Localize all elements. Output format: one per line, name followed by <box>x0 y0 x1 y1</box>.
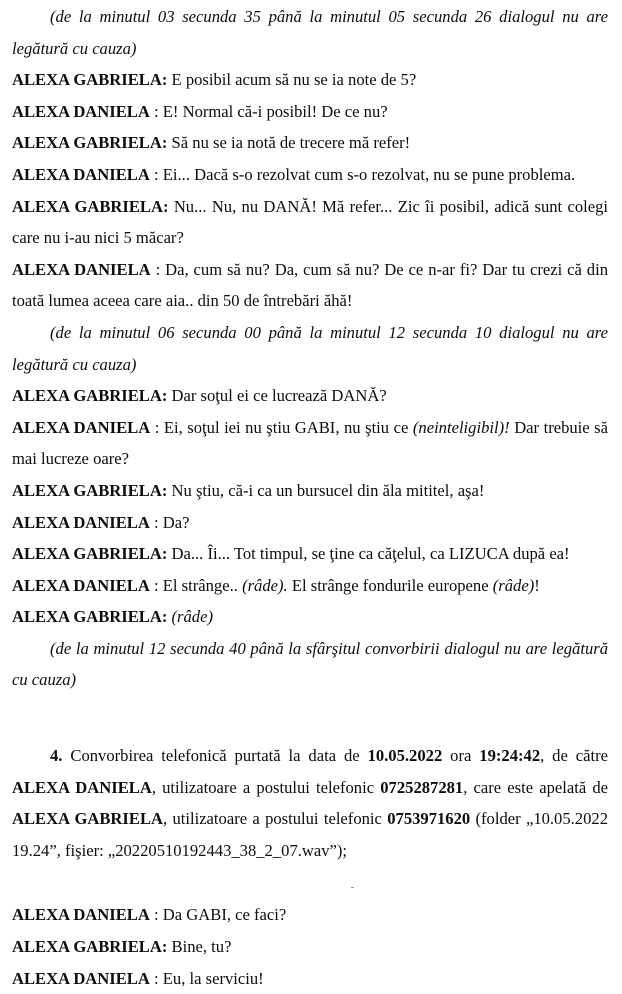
speaker-name: ALEXA GABRIELA <box>12 480 162 500</box>
dialogue-line: ALEXA GABRIELA: (râde) <box>12 607 213 627</box>
dialogue-line: ALEXA DANIELA : Ei... Dacă s-o rezolvat cum s-o rezolvat, nu se pune problema. <box>12 164 576 184</box>
utterance: Da, cum să nu? Da, cum să nu? De ce n-ar fi? Dar tu crezi că din toată lumea aceea care aia.. din 50 de întrebări ăhă! <box>12 259 608 311</box>
speaker-name: ALEXA GABRIELA <box>12 544 162 564</box>
dialogue-line: ALEXA DANIELA : Da GABI, ce faci? <box>12 905 287 925</box>
scan-speck <box>351 887 354 888</box>
utterance: Nu... Nu, nu DANĂ! Mă refer... Zic îi posibil, adică sunt colegi care nu i-au nici 5 măcar? <box>12 196 608 248</box>
dialogue-line: ALEXA GABRIELA: Nu ştiu, că-i ca un bursucel din ăla mititel, aşa! <box>12 480 485 500</box>
utterance: Da GABI, ce faci? <box>162 905 287 925</box>
dialogue-line: ALEXA DANIELA : Eu, la serviciu! <box>12 968 264 988</box>
utterance: Ei... Dacă s-o rezolvat cum s-o rezolvat, nu se pune problema. <box>162 164 576 184</box>
transcript-page <box>12 0 608 994</box>
dialogue-line: ALEXA DANIELA : Da? <box>12 512 190 532</box>
laugh-marker: (râde) <box>171 607 213 627</box>
dialogue-line: ALEXA DANIELA : El strânge.. (râde). El strânge fondurile europene (râde)! <box>12 575 540 595</box>
utterance: Da? <box>162 512 190 532</box>
utterance: El strânge.. <box>162 575 238 595</box>
call-number: 4. <box>50 746 63 766</box>
dialogue-line: ALEXA DANIELA : Ei, soţul iei nu ştiu GABI, nu ştiu ce (neinteligibil)! Dar trebuie să mai lucreze oare? <box>12 417 608 469</box>
dialogue-line: ALEXA GABRIELA: Bine, tu? <box>12 937 232 957</box>
utterance: E! Normal că-i posibil! De ce nu? <box>162 101 388 121</box>
dialogue-line: ALEXA DANIELA : E! Normal că-i posibil! De ce nu? <box>12 101 388 121</box>
speaker-name: ALEXA DANIELA <box>12 417 151 437</box>
speaker-name: ALEXA GABRIELA <box>12 809 163 829</box>
speaker-name: ALEXA GABRIELA <box>12 607 162 627</box>
dialogue-line: ALEXA GABRIELA: Da... Îi... Tot timpul, se ţine ca căţelul, ca LIZUCA după ea! <box>12 544 570 564</box>
inaudible-marker: (neinteligibil)! <box>412 417 510 437</box>
phone-number: 0725287281 <box>380 777 464 797</box>
speaker-name: ALEXA DANIELA <box>12 968 150 988</box>
dialogue-line: ALEXA GABRIELA: Nu... Nu, nu DANĂ! Mă refer... Zic îi posibil, adică sunt colegi care nu i-au nici 5 măcar? <box>12 196 608 248</box>
speaker-name: ALEXA DANIELA <box>12 101 150 121</box>
utterance: Să nu se ia notă de trecere mă refer! <box>171 133 411 153</box>
dialogue-line: ALEXA GABRIELA: E posibil acum să nu se ia note de 5? <box>12 70 417 90</box>
utterance: Dar trebuie să mai lucreze oare? <box>12 417 608 469</box>
omission-note: (de la minutul 03 secunda 35 până la minutul 05 secunda 26 dialogul nu are legătură cu cauza) <box>12 7 608 58</box>
call-time: 19:24:42 <box>479 746 541 766</box>
dialogue-line: ALEXA GABRIELA: Să nu se ia notă de trecere mă refer! <box>12 133 411 153</box>
utterance: E posibil acum să nu se ia note de 5? <box>171 70 417 90</box>
speaker-name: ALEXA GABRIELA <box>12 937 162 957</box>
speaker-name: ALEXA DANIELA <box>12 259 151 279</box>
call-description: 4. Convorbirea telefonică purtată la data de 10.05.2022 ora 19:24:42, de către ALEXA DANIELA, utilizatoare a postului telefonic 0725287281, care este apelată de ALEXA GABRIELA, utilizatoare a postului telefonic 0753971620 (folder „10.05.2022 19.24”, fişier: „20220510192443_38_2_07.wav”); <box>12 746 608 860</box>
speaker-name: ALEXA GABRIELA <box>12 386 162 406</box>
laugh-marker: (râde). <box>242 575 288 595</box>
utterance: Eu, la serviciu! <box>162 968 264 988</box>
speaker-name: ALEXA GABRIELA <box>12 133 162 153</box>
omission-note: (de la minutul 06 secunda 00 până la minutul 12 secunda 10 dialogul nu are legătură cu cauza) <box>12 322 608 374</box>
utterance: El strânge fondurile europene <box>291 575 489 595</box>
omission-note: (de la minutul 12 secunda 40 până la sfârşitul convorbirii dialogul nu are legătură cu cauza) <box>12 638 608 690</box>
utterance: Ei, soţul iei nu ştiu GABI, nu ştiu ce <box>163 417 409 437</box>
dialogue-line: ALEXA DANIELA : Da, cum să nu? Da, cum să nu? De ce n-ar fi? Dar tu crezi că din toată lumea aceea care aia.. din 50 de întrebări ăhă! <box>12 259 608 311</box>
speaker-name: ALEXA DANIELA <box>12 164 150 184</box>
call-date: 10.05.2022 <box>367 746 443 766</box>
utterance: Nu ştiu, că-i ca un bursucel din ăla mititel, aşa! <box>171 480 485 500</box>
speaker-name: ALEXA DANIELA <box>12 905 150 925</box>
speaker-name: ALEXA DANIELA <box>12 512 150 532</box>
phone-number: 0753971620 <box>387 809 471 829</box>
dialogue-line: ALEXA GABRIELA: Dar soţul ei ce lucrează DANĂ? <box>12 386 387 406</box>
speaker-name: ALEXA DANIELA <box>12 777 152 797</box>
laugh-marker: (râde) <box>492 575 535 595</box>
utterance: Dar soţul ei ce lucrează DANĂ? <box>171 386 387 406</box>
utterance: Da... Îi... Tot timpul, se ţine ca căţelul, ca LIZUCA după ea! <box>171 544 570 564</box>
speaker-name: ALEXA GABRIELA <box>12 70 162 90</box>
file-reference: (folder „10.05.2022 19.24”, fişier: „20220510192443_38_2_07.wav”); <box>12 809 608 860</box>
speaker-name: ALEXA GABRIELA <box>12 196 163 216</box>
utterance: Bine, tu? <box>171 937 232 957</box>
speaker-name: ALEXA DANIELA <box>12 575 150 595</box>
